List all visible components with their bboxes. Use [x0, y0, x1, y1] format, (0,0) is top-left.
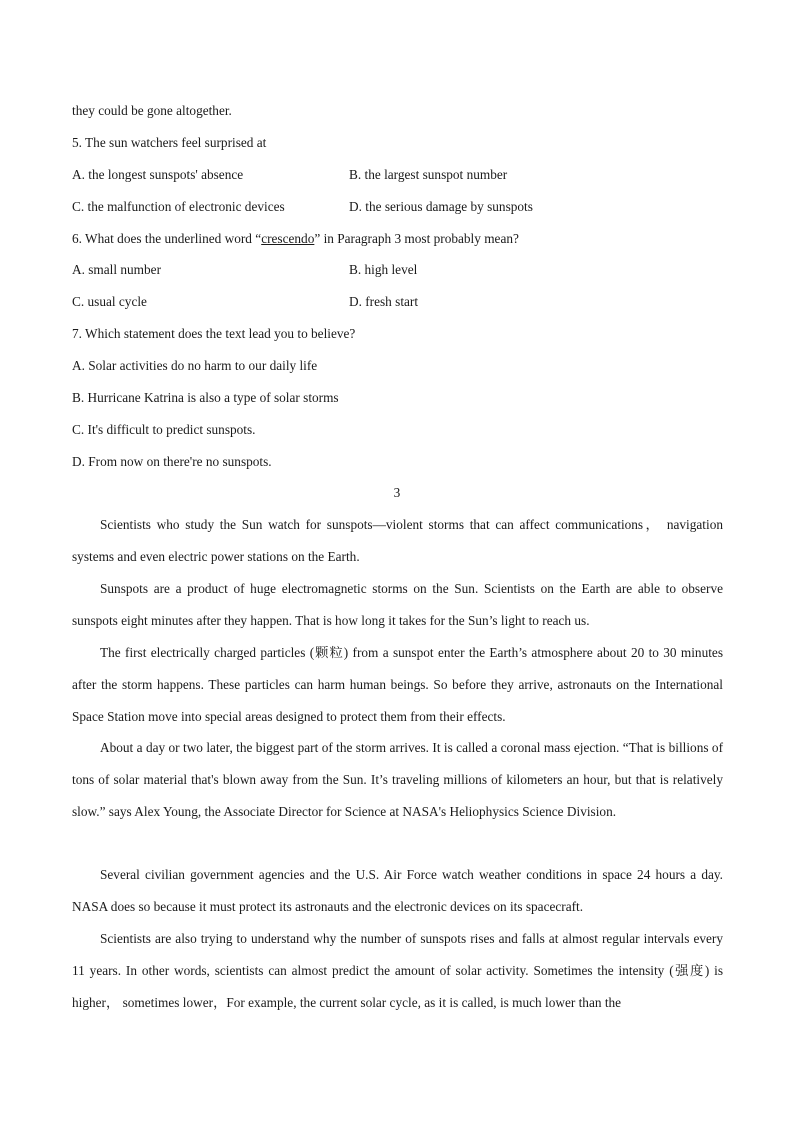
passage-paragraph-6 — [72, 923, 723, 1018]
passage-paragraph-3-text: The first electrically charged particles (颗粒) from a sunspot enter the Earth’s atmosphere about 20 to 30 minutes after the storm happens. These particles can harm human beings. So before they arrive, astronauts on the International Space Station move into special areas designed to protect them from their effects. — [72, 645, 723, 724]
question-6-option-b: B. high level — [349, 262, 418, 277]
continuation-text: they could be gone altogether. — [72, 103, 232, 118]
question-5-option-a: A. the longest sunspots' absence — [72, 167, 244, 182]
section-number: 3 — [393, 485, 401, 500]
question-7-option-d: D. From now on there're no sunspots. — [72, 454, 272, 469]
question-7-stem: 7. Which statement does the text lead you to believe? — [72, 326, 356, 341]
question-5-option-b: B. the largest sunspot number — [349, 167, 508, 182]
question-7-option-b: B. Hurricane Katrina is also a type of solar storms — [72, 390, 339, 405]
passage-paragraph-3 — [72, 637, 723, 732]
passage-paragraph-4-text: About a day or two later, the biggest part of the storm arrives. It is called a coronal mass ejection. “That is billions of tons of solar material that's blown away from the Sun. It’s traveling millions of kilometers an hour, but that is relatively slow.” says Alex Young, the Associate Director for Science at NASA's Heliophysics Science Division. — [72, 740, 723, 819]
passage-paragraph-1-text: Scientists who study the Sun watch for sunspots—violent storms that can affect communications， navigation systems and even electric power stations on the Earth. — [72, 517, 723, 564]
passage-paragraph-4 — [72, 732, 723, 827]
question-5-stem: 5. The sun watchers feel surprised at — [72, 135, 267, 150]
passage-paragraph-5 — [72, 859, 723, 923]
question-6-option-c: C. usual cycle — [72, 294, 147, 309]
question-5-option-d: D. the serious damage by sunspots — [349, 199, 533, 214]
underlined-word: crescendo — [261, 231, 315, 246]
passage-paragraph-2 — [72, 573, 723, 637]
passage-paragraph-6-text: Scientists are also trying to understand why the number of sunspots rises and falls at almost regular intervals every 11 years. In other words, scientists can almost predict the amount of solar activity. Sometimes the intensity (强度) is higher， sometimes lower，For example, the current solar cycle, as it is called, is much lower than the — [72, 931, 723, 1010]
passage-paragraph-2-text: Sunspots are a product of huge electromagnetic storms on the Sun. Scientists on the Earth are able to observe sunspots eight minutes after they happen. That is how long it takes for the Sun’s light to reach us. — [72, 581, 723, 628]
question-6-option-a: A. small number — [72, 262, 162, 277]
question-6-option-d: D. fresh start — [349, 294, 419, 309]
question-5-option-c: C. the malfunction of electronic devices — [72, 199, 285, 214]
question-7-option-a: A. Solar activities do no harm to our daily life — [72, 358, 318, 373]
passage-paragraph-5-text: Several civilian government agencies and the U.S. Air Force watch weather conditions in space 24 hours a day. NASA does so because it must protect its astronauts and the electronic devices on its spacecraft. — [72, 867, 723, 914]
question-7-option-c: C. It's difficult to predict sunspots. — [72, 422, 256, 437]
question-6-stem: 6. What does the underlined word “crescendo” in Paragraph 3 most probably mean? — [72, 231, 519, 246]
passage-paragraph-1 — [72, 509, 723, 573]
